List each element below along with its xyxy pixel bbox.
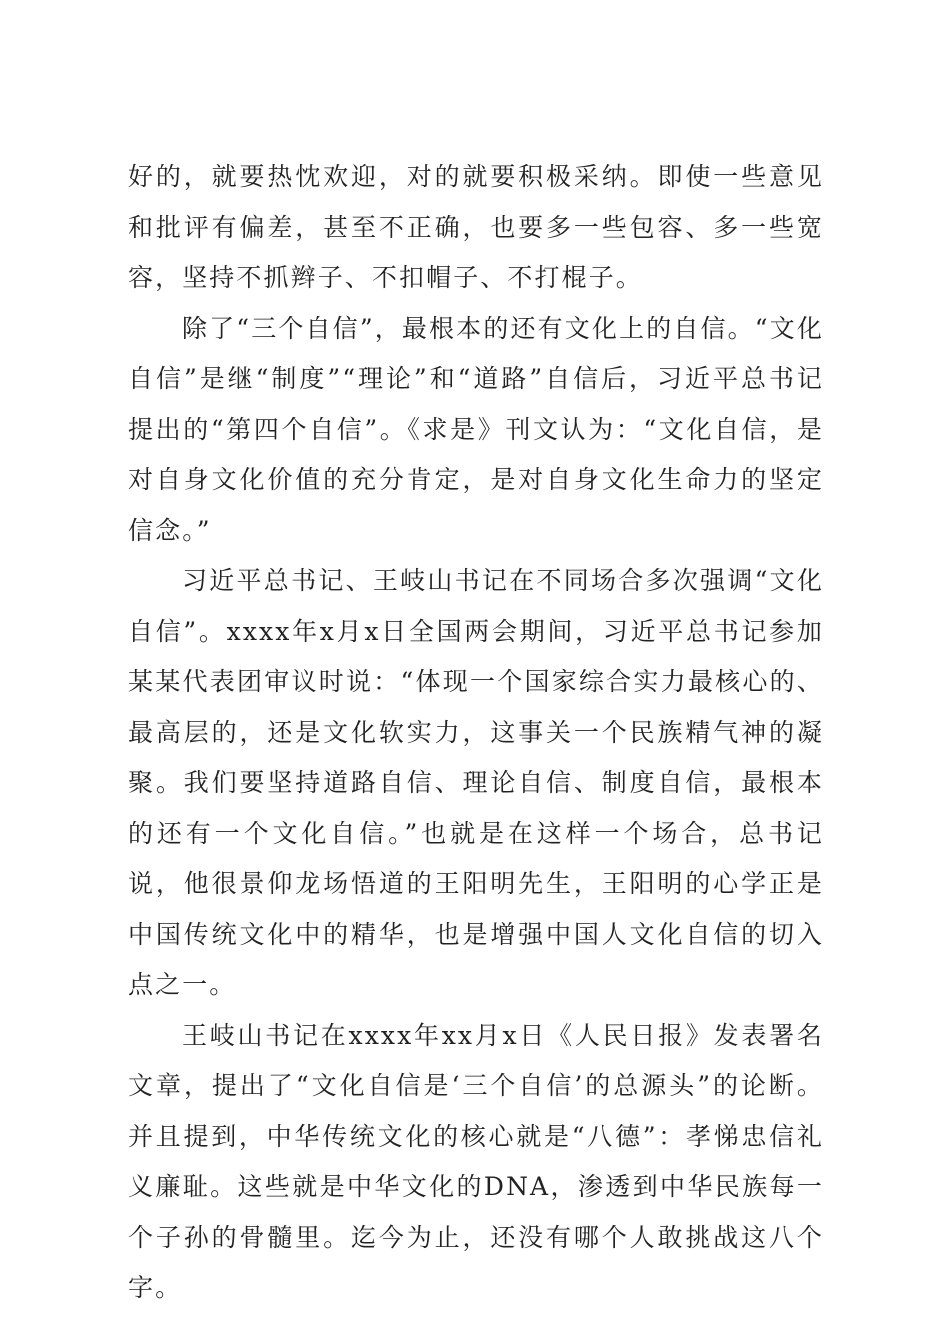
paragraph-continuation: 好的，就要热忱欢迎，对的就要积极采纳。即使一些意见和批评有偏差，甚至不正确，也要多一些包容、多一些宽容，坚持不抓辫子、不扣帽子、不打棍子。 — [128, 162, 824, 292]
paragraph-wang-article: 王岐山书记在xxxx年xx月x日《人民日报》发表署名文章，提出了“文化自信是‘三个自信’的总源头”的论断。并且提到，中华传统文化的核心就是“八德”：孝悌忠信礼义廉耻。这些就是中华文化的DNA，渗透到中华民族每一个子孙的骨髓里。迄今为止，还没有哪个人敢挑战这八个字。 — [128, 1020, 824, 1302]
paragraph-cultural-confidence: 除了“三个自信”，最根本的还有文化上的自信。“文化自信”是继“制度”“理论”和“道路”自信后，习近平总书记提出的“第四个自信”。《求是》刊文认为：“文化自信，是对自身文化价值的充分肯定，是对自身文化生命力的坚定信念。” — [128, 313, 824, 545]
document-body — [128, 152, 824, 1314]
paragraph-xi-speech: 习近平总书记、王岐山书记在不同场合多次强调“文化自信”。xxxx年x月x日全国两会期间，习近平总书记参加某某代表团审议时说：“体现一个国家综合实力最核心的、最高层的，还是文化软实力，这事关一个民族精气神的凝聚。我们要坚持道路自信、理论自信、制度自信，最根本的还有一个文化自信。”也就是在这样一个场合，总书记说，他很景仰龙场悟道的王阳明先生，王阳明的心学正是中国传统文化中的精华，也是增强中国人文化自信的切入点之一。 — [128, 566, 824, 999]
